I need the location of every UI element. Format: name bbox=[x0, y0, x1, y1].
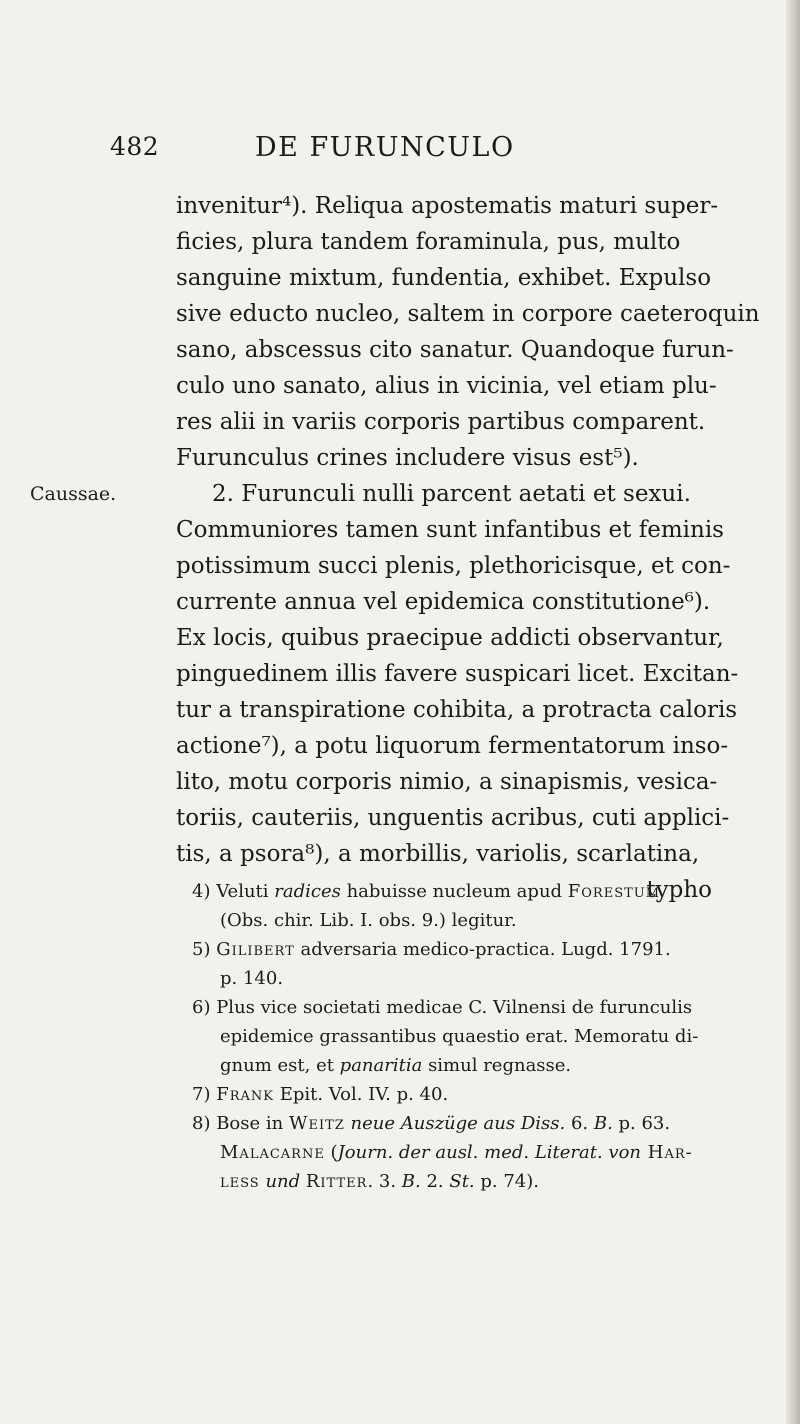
footnote-line: less und Ritter. 3. B. 2. St. p. 74). bbox=[220, 1171, 539, 1192]
margin-note: Caussae. bbox=[30, 483, 117, 505]
footnote-8: 8) Bose in Weitz neue Auszüge aus Diss. 6. B. p. 63. bbox=[192, 1113, 671, 1134]
text-line: potissimum succi plenis, plethoricisque, et con- bbox=[176, 553, 731, 579]
footnote-line: gnum est, et panaritia simul regnasse. bbox=[220, 1055, 572, 1076]
text-line: invenitur⁴). Reliqua apostematis maturi super- bbox=[176, 193, 719, 219]
text-line: tur a transpiratione cohibita, a protracta caloris bbox=[176, 697, 738, 723]
page-header bbox=[110, 132, 670, 172]
text-line: lito, motu corporis nimio, a sinapismis, vesica- bbox=[176, 769, 718, 795]
page-number: 482 bbox=[110, 132, 160, 161]
footnote-6: 6) Plus vice societati medicae C. Vilnensi de furunculis bbox=[192, 997, 693, 1018]
text-line: Ex locis, quibus praecipue addicti observantur, bbox=[176, 625, 724, 651]
footnote-line: epidemice grassantibus quaestio erat. Memoratu di- bbox=[220, 1026, 699, 1047]
text-line: sanguine mixtum, fundentia, exhibet. Expulso bbox=[176, 265, 712, 291]
footnote-5: 5) Gilibert adversaria medico-practica. Lugd. 1791. bbox=[192, 939, 671, 960]
text-line: sano, abscessus cito sanatur. Quandoque furun- bbox=[176, 337, 734, 363]
text-line: res alii in variis corporis partibus comparent. bbox=[176, 409, 706, 435]
text-line: toriis, cauteriis, unguentis acribus, cuti applici- bbox=[176, 805, 730, 831]
text-line: sive educto nucleo, saltem in corpore caeteroquin bbox=[176, 301, 760, 327]
text-line: Communiores tamen sunt infantibus et feminis bbox=[176, 517, 724, 543]
footnote-line: p. 140. bbox=[220, 968, 284, 989]
running-head: DE FURUNCULO bbox=[255, 132, 515, 163]
footnote-line: (Obs. chir. Lib. I. obs. 9.) legitur. bbox=[220, 910, 517, 931]
text-line: culo uno sanato, alius in vicinia, vel etiam plu- bbox=[176, 373, 717, 399]
text-line: ficies, plura tandem foraminula, pus, multo bbox=[176, 229, 681, 255]
text-line: pinguedinem illis favere suspicari licet. Excitan- bbox=[176, 661, 739, 687]
text-line: Caussae. 2. Furunculi nulli parcent aetati et sexui. bbox=[0, 476, 800, 512]
text-line: Furunculus crines includere visus est⁵). bbox=[176, 445, 639, 471]
footnote-4: 4) Veluti radices habuisse nucleum apud Forestum bbox=[192, 881, 661, 902]
text-line: currente annua vel epidemica constitutione⁶). bbox=[176, 589, 711, 615]
text-line: actione⁷), a potu liquorum fermentatorum inso- bbox=[176, 733, 729, 759]
text-line: tis, a psora⁸), a morbillis, variolis, scarlatina, bbox=[176, 841, 700, 867]
catchword: typho bbox=[646, 877, 712, 903]
footnote-line: Malacarne (Journ. der ausl. med. Literat. von Har- bbox=[220, 1142, 693, 1163]
footnote-7: 7) Frank Epit. Vol. IV. p. 40. bbox=[192, 1084, 449, 1105]
